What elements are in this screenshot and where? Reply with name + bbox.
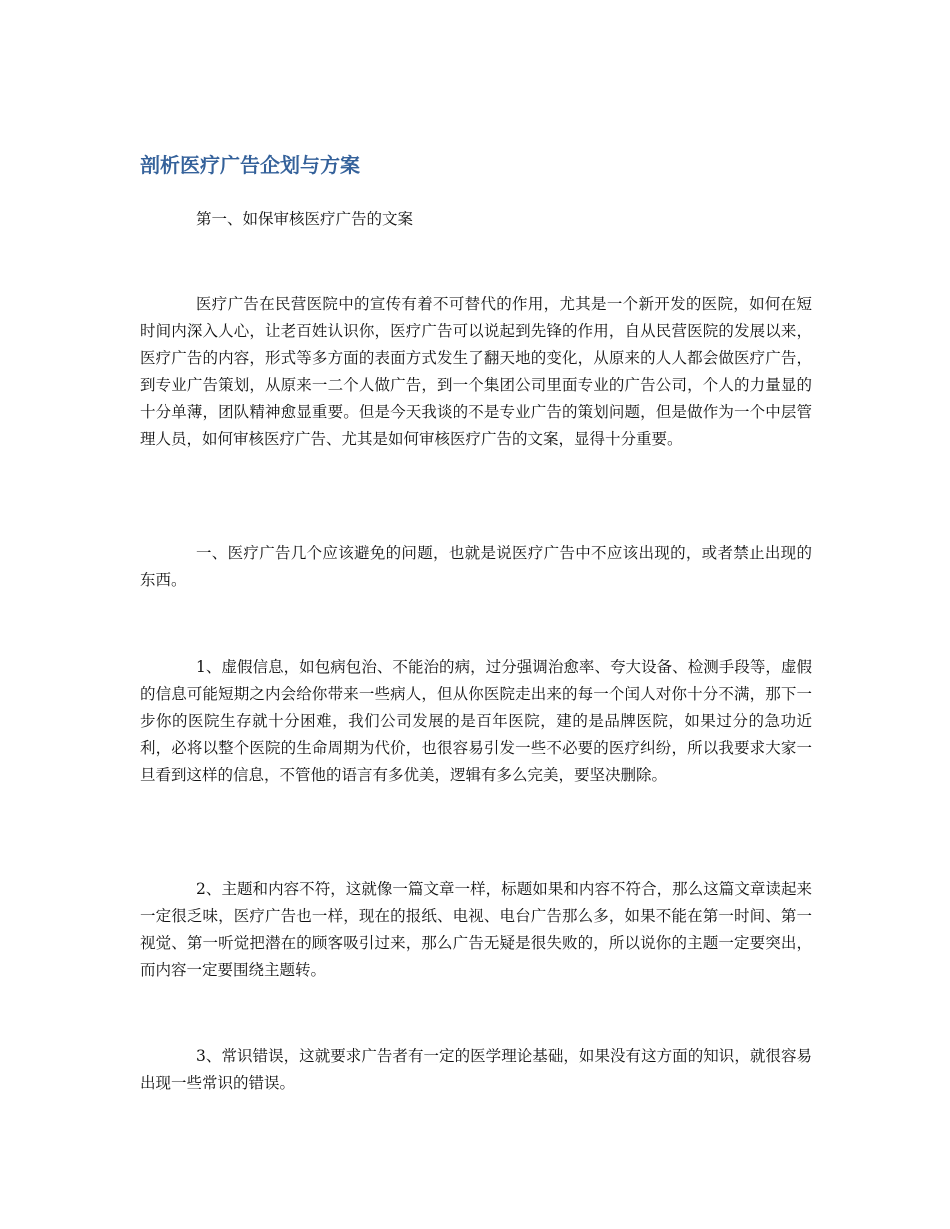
- section-heading: 第一、如保审核医疗广告的文案: [196, 210, 414, 228]
- page-title: 剖析医疗广告企划与方案: [140, 153, 360, 177]
- issue-2-paragraph: 2、主题和内容不符，这就像一篇文章一样，标题如果和内容不符合，那么这篇文章读起来一定很乏味，医疗广告也一样，现在的报纸、电视、电台广告那么多，如果不能在第一时间、第一视觉、第一听觉把潜在的顾客吸引过来，那么广告无疑是很失败的，所以说你的主题一定要突出，而内容一定要围绕主题转。: [140, 880, 812, 979]
- issue-1-paragraph: 1、虚假信息，如包病包治、不能治的病，过分强调治愈率、夸大设备、检测手段等，虚假的信息可能短期之内会给你带来一些病人，但从你医院走出来的每一个闰人对你十分不满，那下一步你的医院生存就十分困难，我们公司发展的是百年医院，建的是品牌医院，如果过分的急功近利，必将以整个医院的生命周期为代价，也很容易引发一些不必要的医疗纠纷，所以我要求大家一旦看到这样的信息，不管他的语言有多优美，逻辑有多么完美，要坚决删除。: [140, 658, 812, 784]
- issues-heading-paragraph: 一、医疗广告几个应该避免的问题，也就是说医疗广告中不应该出现的，或者禁止出现的东西。: [140, 544, 812, 589]
- issue-3-paragraph: 3、常识错误，这就要求广告者有一定的医学理论基础，如果没有这方面的知识，就很容易出现一些常识的错误。: [140, 1047, 812, 1092]
- intro-paragraph: 医疗广告在民营医院中的宣传有着不可替代的作用，尤其是一个新开发的医院，如何在短时间内深入人心，让老百姓认识你，医疗广告可以说起到先锋的作用，自从民营医院的发展以来，医疗广告的内容，形式等多方面的表面方式发生了翻天地的变化，从原来的人人都会做医疗广告，到专业广告策划，从原来一二个人做广告，到一个集团公司里面专业的广告公司，个人的力量显的十分单薄，团队精神愈显重要。但是今天我谈的不是专业广告的策划问题，但是做作为一个中层管理人员，如何审核医疗广告、尤其是如何审核医疗广告的文案，显得十分重要。: [140, 295, 812, 448]
